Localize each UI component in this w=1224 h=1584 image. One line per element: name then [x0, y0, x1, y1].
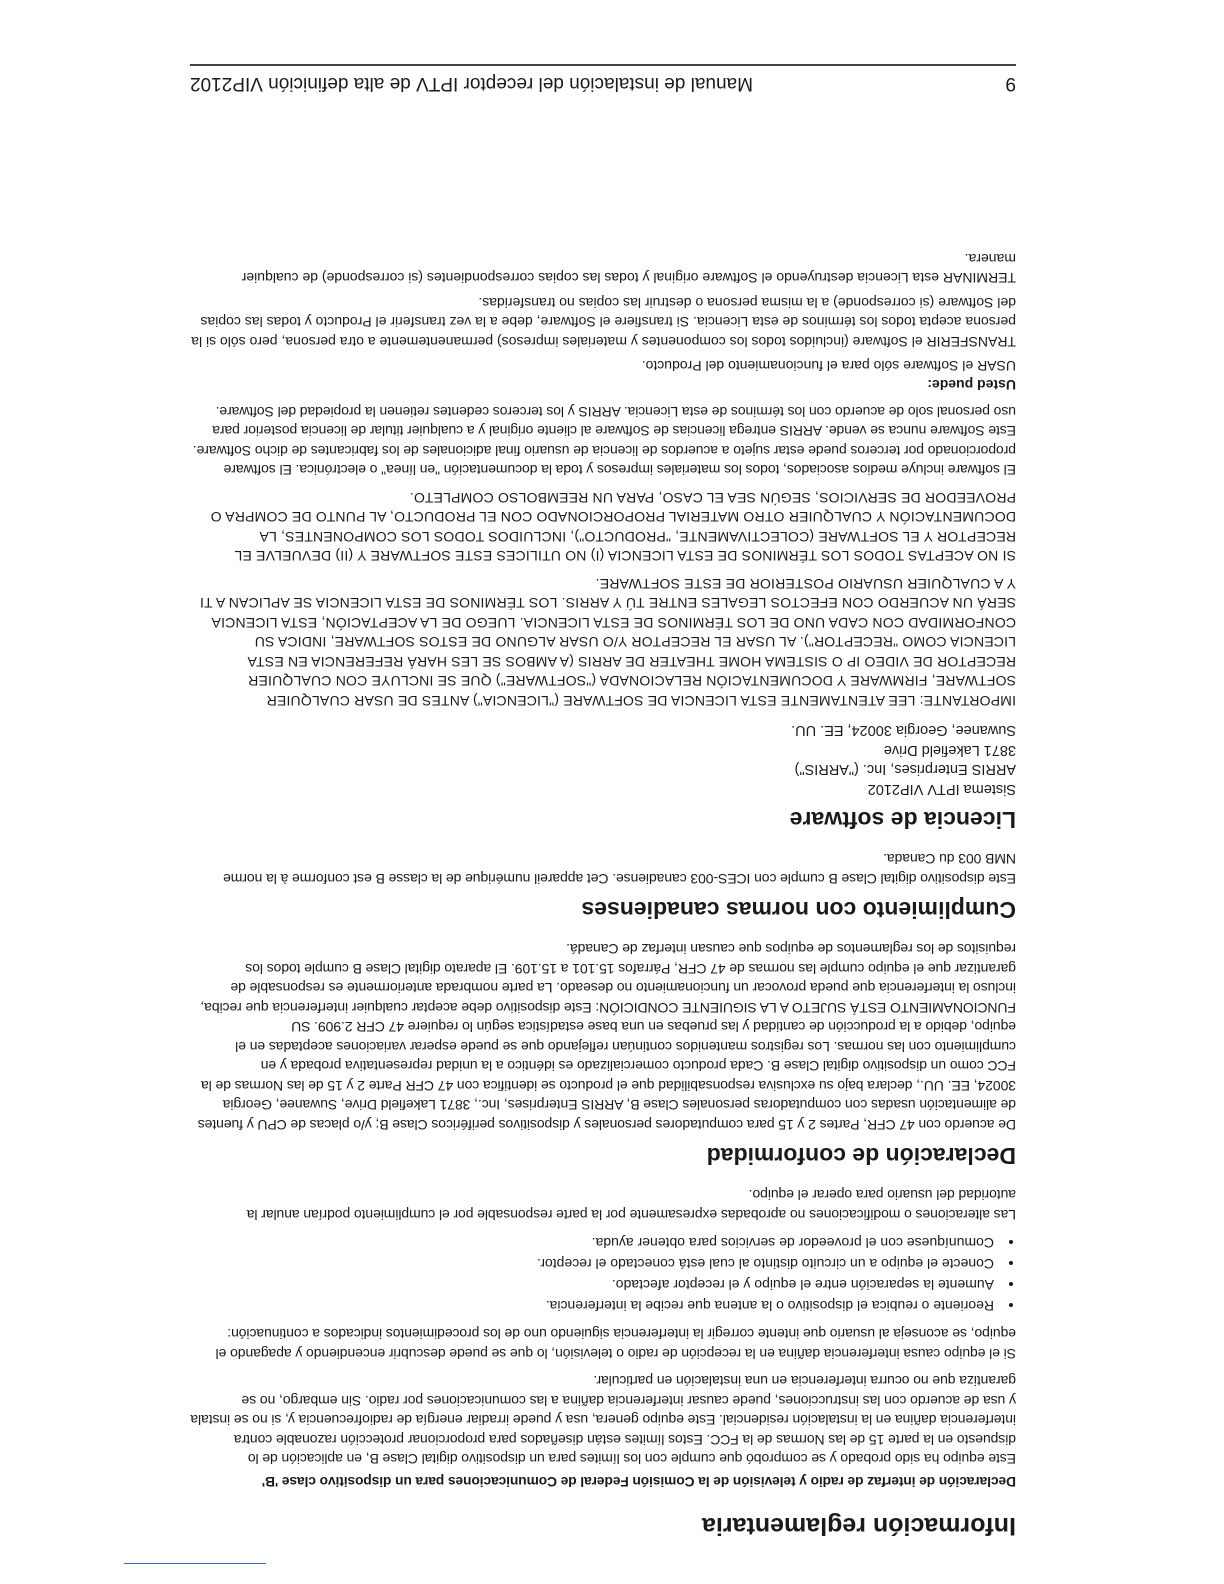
you-may-label: Usted puede:: [927, 377, 1016, 394]
section-title-license: Licencia de software: [789, 807, 1016, 833]
fcc-paragraph-3: Las alteraciones o modificaciones no aprobadas expresamente por la parte responsable por el cumplimiento podrían anular la autoridad del usuario para operar el equipo.: [246, 1187, 1016, 1223]
section-title-canada: Cumplimiento con normas canadienses: [581, 897, 1016, 923]
fcc-subtitle: Declaración de interfaz de radio y televisión de la Comisión Federal de Comunicaciones para un dispositivo clase 'B': [261, 1474, 1016, 1489]
license-item-key: TRANSFERIR: [926, 334, 1016, 350]
list-item: • Reoriente o reubica el dispositivo o la antena que recibe la interferencia.: [190, 1295, 998, 1316]
license-reject: SI NO ACEPTAS TODOS LOS TÉRMINOS DE ESTA LICENCIA (I) NO UTILICES ESTE SOFTWARE Y (II) DEVUELVE EL RECEPTOR Y EL SOFTWARE (COLECTIVAMENTE, "PRODUCTO"), INCLUIDOS TODOS LOS COMPONENTES, LA DOCUMENTACIÓN Y CUALQUIER OTRO MATERIAL PROPORCIONADO CON EL PRODUCTO, AL PUNTO DE COMPRA O PROVEEDOR DE SERVICIOS, SEGÚN SEA EL CASO, PARA UN REEMBOLSO COMPLETO.: [210, 490, 1016, 565]
license-item: [190, 293, 1016, 352]
license-item-text: el Software (incluidos todos los componentes y materiales impresos) permanentemente a otra persona, pero sólo si la persona acepta todos los términos de esta Licencia. Si transfiere el Software, debe a la vez transferir el Producto y todas las copias del Software (si corresponde) a la misma persona o destruir las copias no transferidas.: [191, 295, 1016, 350]
license-item-key: USAR: [977, 358, 1016, 375]
license-important: IMPORTANTE: LEE ATENTAMENTE ESTA LICENCIA DE SOFTWARE ("LICENCIA") ANTES DE USAR CUALQUIER SOFTWARE, FIRMWARE Y DOCUMENTACIÓN RELACIONADA ("SOFTWARE") QUE SE INCLUYE CON CUALQUIER RECEPTOR DE VIDEO IP O SISTEMA HOME THEATER DE ARRIS (A AMBOS SE LES HARÁ REFERENCIA EN ESTA LICENCIA COMO "RECEPTOR"). AL USAR EL RECEPTOR Y/O USAR ALGUNO DE ESTOS SOFTWARE, INDICA SU CONFORMIDAD CON CADA UNO DE LOS TÉRMINOS DE ESTA LICENCIA. LUEGO DE LA ACEPTACIÓN, ESTA LICENCIA SERÁ UN ACUERDO CON EFECTOS LEGALES ENTRE TÚ Y ARRIS. LOS TÉRMINOS DE ESTA LICENCIA SE APLICAN A TI Y A CUALQUIER USUARIO POSTERIOR DE ESTE SOFTWARE.: [199, 576, 1016, 709]
license-item: [190, 356, 1016, 376]
license-item-text: el Software sólo para el funcionamiento del Producto.: [641, 358, 978, 375]
remedy-list: [190, 1232, 1016, 1316]
canada-paragraph: Este dispositivo digital Clase B cumple con ICES-003 canadiense. Cet appareil numérique de la classe B est conforme à la norme NMB 003 du Canada.: [223, 851, 1016, 887]
running-header: [190, 64, 1016, 96]
list-item: • Aumente la separación entre el equipo y el receptor afectado.: [190, 1274, 998, 1295]
section-title-conformity: Declaración de conformidad: [706, 1143, 1016, 1169]
license-item-key: TERMINAR: [942, 270, 1016, 287]
address-line: ARRIS Enterprises, Inc. ("ARRIS"): [794, 761, 1016, 778]
fcc-paragraph-1: Este equipo ha sido probado y se comprobó que cumple con los límites para un dispositivo digital Clase B, en aplicación de lo dispuesto en la parte 15 de las Normas de la FCC. Estos límites están diseñados para proporcionar protección razonable contra interferencia dañina en la instalación residencial. Este equipo genera, usa y puede irradiar energía de radiofrecuencia y, si no se instala y usa de acuerdo con las instrucciones, puede causar interferencia dañina a las comunicaciones por radio. Sin embargo, no se garantiza que no ocurra interferencia en una instalación en particular.: [190, 1373, 1016, 1468]
list-item: • Conecte el equipo a un circuito distinto al cual está conectado el receptor.: [190, 1253, 998, 1274]
conformity-paragraph: De acuerdo con 47 CFR, Partes 2 y 15 para computadores personales y dispositivos periféricos Clase B; y/o placas de CPU y fuentes de alimentación usadas con computadoras personales Clase B, ARRIS Enterprises, Inc., 3871 Lakefield Drive, Suwanee, Georgia 30024, EE. UU., declara bajo su exclusiva responsabilidad que el producto se identifica con 47 CFR Parte 2 y 15 de las Normas de la FCC como un dispositivo digital Clase B. Cada producto comercializado es idéntico a la unidad representativa probada y en cumplimiento con las normas. Los registros mantenidos continúan reflejando que se puede esperar variaciones aceptadas en el equipo, debido a la producción de cantidad y las pruebas en una base estadística según lo requiere 47 CFR 2.909. SU FUNCIONAMIENTO ESTÁ SUJETO A LA SIGUIENTE CONDICIÓN: Este dispositivo debe aceptar cualquier interferencia que reciba, incluso la interferencia que pueda provocar un funcionamiento no deseado. La parte nombrada anteriormente es responsable de garantizar que el equipo cumple las normas de 47 CFR, Párrafos 15.101 a 15.109. El aparato digital Clase B cumple todos los requisitos de los reglamentos de equipos que causan interfaz de Canadá.: [197, 941, 1016, 1133]
footnote-rule: [124, 1563, 266, 1564]
license-item: [190, 249, 1016, 288]
license-item-text: esta Licencia destruyendo el Software original y todas las copias correspondientes (si corresponde) de cualquier manera.: [241, 251, 1016, 287]
address-line: Suwanee, Georgia 30024, EE. UU.: [791, 722, 1016, 739]
page-number: 9: [1005, 73, 1016, 94]
list-item: • Comuníquese con el proveedor de servicios para obtener ayuda.: [190, 1232, 998, 1253]
fcc-paragraph-2: Si el equipo causa interferencia dañina en la recepción de radio o televisión, lo que se puede descubrir encendiendo y apagando el equipo, se aconseja al usuario que intente corregir la interferencia siguiendo uno de los procedimientos indicados a continuación:: [215, 1326, 1016, 1362]
section-title-regulatory: Información reglamentaria: [702, 1512, 1016, 1540]
header-title: Manual de instalación del receptor IPTV de alta definición VIP2102: [190, 73, 753, 94]
address-line: Sistema IPTV VIP2102: [867, 781, 1016, 797]
license-software: El software incluye medios asociados, todos los materiales impresos y toda la documentación "en línea" o electrónica. El software proporcionado por terceros puede estar sujeto a acuerdos de licencia de usuario final adicionales de los fabricantes de dicho Software. Este Software nunca se vende. ARRIS entrega licencias de Software al cliente original y a cualquier titular de licencia posterior para uso personal solo de acuerdo con los términos de esta Licencia. ARRIS y los terceros cedentes retienen la propiedad del Software.: [192, 404, 1016, 479]
page-content: [190, 244, 1016, 1541]
address-line: 3871 Lakefield Drive: [883, 742, 1016, 758]
license-address: [190, 720, 1016, 798]
